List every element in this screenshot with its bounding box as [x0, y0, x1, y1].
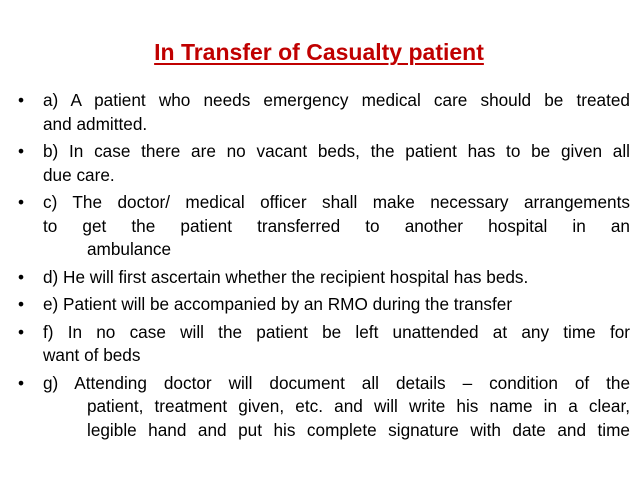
- bullet-icon: •: [18, 266, 25, 287]
- bullet-text-line: g) Attending doctor will document all details – condition of the: [43, 372, 630, 393]
- bullet-text-line: a) A patient who needs emergency medical care should be treated: [43, 90, 630, 110]
- bullet-text-line: patient, treatment given, etc. and will write his name in a clear,: [87, 396, 630, 416]
- bullet-icon: •: [18, 141, 25, 161]
- bullet-text-line: due care.: [43, 164, 115, 185]
- bullet-item-g: [18, 372, 630, 443]
- bullet-text-line: c) The doctor/ medical officer shall make necessary arrangements: [43, 192, 630, 212]
- bullet-text-line: legible hand and put his complete signature with date and time: [87, 419, 630, 440]
- bullet-list: [18, 89, 630, 446]
- bullet-text-line: want of beds: [43, 345, 141, 365]
- bullet-icon: •: [18, 90, 25, 110]
- bullet-item-b: [18, 140, 630, 187]
- bullet-item-d: [18, 266, 630, 290]
- bullet-icon: •: [18, 321, 25, 342]
- bullet-item-c: [18, 191, 630, 262]
- bullet-icon: •: [18, 192, 25, 212]
- slide-title: In Transfer of Casualty patient: [154, 39, 484, 65]
- bullet-item-a: [18, 89, 630, 136]
- bullet-text-line: to get the patient transferred to another hospital in an: [43, 215, 630, 236]
- bullet-icon: •: [18, 294, 25, 314]
- bullet-item-e: [18, 293, 630, 317]
- bullet-text-line: and admitted.: [43, 113, 148, 134]
- bullet-text-line: e) Patient will be accompanied by an RMO during the transfer: [43, 294, 513, 314]
- bullet-text-line: b) In case there are no vacant beds, the patient has to be given all: [43, 141, 630, 161]
- bullet-item-f: [18, 321, 630, 368]
- bullet-text-line: ambulance: [87, 239, 172, 259]
- bullet-text-line: d) He will first ascertain whether the recipient hospital has beds.: [43, 266, 529, 287]
- bullet-text-line: f) In no case will the patient be left unattended at any time for: [43, 321, 630, 342]
- bullet-icon: •: [18, 372, 25, 393]
